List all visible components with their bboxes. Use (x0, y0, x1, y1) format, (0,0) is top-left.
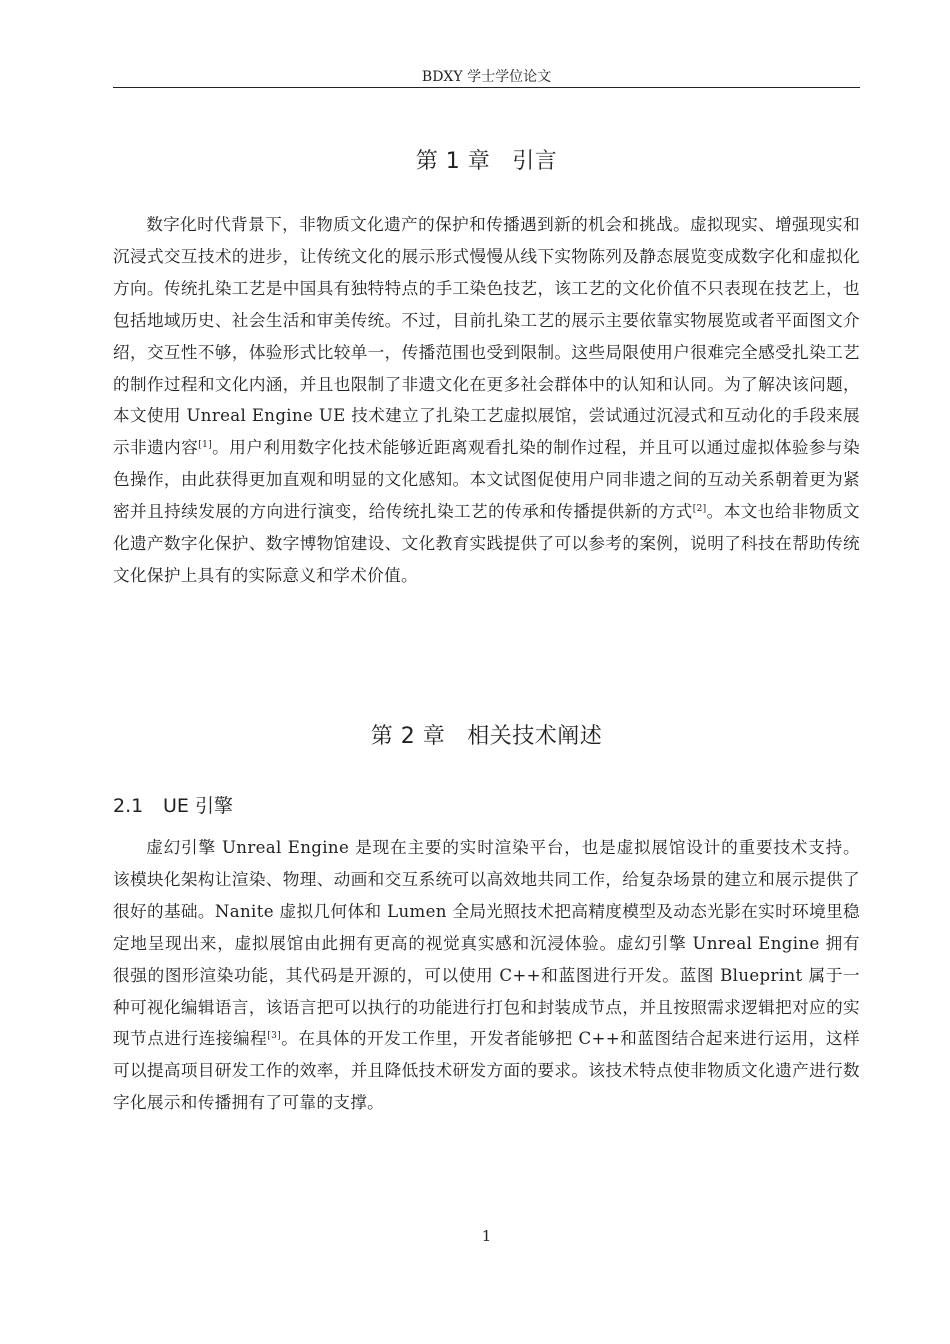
section-title: UE 引擎 (163, 795, 233, 817)
section-number: 2.1 (113, 795, 144, 817)
running-header: BDXY 学士学位论文 (421, 69, 552, 85)
page-number: 1 (481, 1227, 492, 1245)
header-rule (113, 87, 860, 88)
section-2-1-paragraph (113, 832, 860, 1119)
chapter-1-heading (113, 147, 860, 177)
chapter-2-number: 第 2 章 (370, 724, 446, 749)
citation-1: [1] (198, 440, 213, 451)
chapter-2-title: 相关技术阐述 (467, 724, 603, 749)
chapter-2-heading (113, 722, 860, 752)
paragraph-text: 。在具体的开发工作里，开发者能够把 C++和蓝图结合起来进行运用，这样可以提高项目研发工作的效率，并且降低技术研发方面的要求。该技术特点使非物质文化遗产进行数字化展示和传播拥有了可靠的支撑。 (113, 1029, 860, 1113)
chapter-1-title: 引言 (512, 149, 558, 174)
paragraph-text: 虚幻引擎 Unreal Engine 是现在主要的实时渲染平台，也是虚拟展馆设计的重要技术支持。该模块化架构让渲染、物理、动画和交互系统可以高效地共同工作，给复杂场景的建立和展示提供了很好的基础。Nanite 虚拟几何体和 Lumen 全局光照技术把高精度模型及动态光影在实时环境里稳定地呈现出来，虚拟展馆由此拥有更高的视觉真实感和沉浸体验。虚幻引擎 Unreal Engine 拥有很强的图形渲染功能，其代码是开源的，可以使用 C++和蓝图进行开发。蓝图 Blueprint 属于一种可视化编辑语言，该语言把可以执行的功能进行打包和封装成节点，并且按照需求逻辑把对应的实现节点进行连接编程 (113, 838, 860, 1049)
chapter-1-number: 第 1 章 (415, 149, 491, 174)
paragraph-text: 。本文也给非物质文化遗产数字化保护、数字博物馆建设、文化教育实践提供了可以参考的案例，说明了科技在帮助传统文化保护上具有的实际意义和学术价值。 (113, 502, 860, 585)
section-2-1-heading (113, 793, 233, 819)
citation-2: [2] (692, 504, 707, 515)
citation-3: [3] (267, 1031, 282, 1042)
chapter-1-paragraph (113, 209, 860, 592)
paragraph-text: 。用户利用数字化技术能够近距离观看扎染的制作过程，并且可以通过虚拟体验参与染色操作，由此获得更加直观和明显的文化感知。本文试图促使用户同非遗之间的互动关系朝着更为紧密并且持续发展的方向进行演变，给传统扎染工艺的传承和传播提供新的方式 (113, 438, 860, 522)
paragraph-text: 数字化时代背景下，非物质文化遗产的保护和传播遇到新的机会和挑战。虚拟现实、增强现实和沉浸式交互技术的进步，让传统文化的展示形式慢慢从线下实物陈列及静态展览变成数字化和虚拟化方向。传统扎染工艺是中国具有独特特点的手工染色技艺，该工艺的文化价值不只表现在技艺上，也包括地域历史、社会生活和审美传统。不过，目前扎染工艺的展示主要依靠实物展览或者平面图文介绍，交互性不够，体验形式比较单一，传播范围也受到限制。这些局限使用户很难完全感受扎染工艺的制作过程和文化内涵，并且也限制了非遗文化在更多社会群体中的认知和认同。为了解决该问题，本文使用 Unreal Engine UE 技术建立了扎染工艺虚拟展馆，尝试通过沉浸式和互动化的手段来展示非遗内容 (113, 215, 860, 458)
